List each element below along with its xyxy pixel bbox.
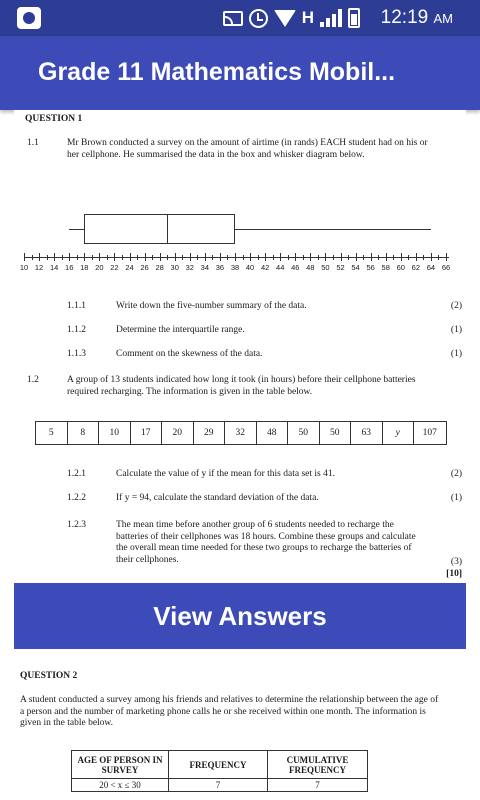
- axis-tick-label: 64: [426, 263, 436, 272]
- axis-tick-label: 66: [441, 263, 451, 272]
- q1-2-2-text: If y = 94, calculate the standard deviation of the data.: [116, 493, 319, 503]
- alarm-icon: [249, 9, 268, 28]
- axis-tick-label: 58: [381, 263, 390, 272]
- axis-tick: [220, 253, 221, 261]
- app-notification-icon: [17, 7, 41, 29]
- axis-tick-label: 32: [185, 263, 194, 272]
- axis-tick: [197, 255, 198, 260]
- axis-tick: [258, 255, 259, 260]
- data-cell: y: [383, 422, 415, 444]
- table-cell: 7: [268, 779, 368, 792]
- axis-tick-label: 34: [200, 263, 210, 272]
- data-cell: 63: [351, 422, 383, 444]
- axis-tick-label: 62: [411, 263, 421, 272]
- axis-tick: [348, 255, 349, 260]
- axis-tick-label: 24: [125, 263, 134, 272]
- question-2-paper: [14, 658, 466, 800]
- axis-tick: [273, 255, 274, 260]
- axis-tick: [318, 255, 319, 260]
- axis-tick: [182, 255, 183, 260]
- axis-tick: [325, 253, 326, 261]
- axis-tick: [446, 253, 447, 261]
- axis-tick-label: 26: [140, 263, 149, 272]
- view-answers-label: View Answers: [153, 600, 327, 631]
- q1-1-1-text: Write down the five-number summary of the data.: [116, 301, 307, 311]
- axis-tick: [77, 255, 78, 260]
- q1-2-3-text: The mean time before another group of 6 students needed to recharge the batteries of their cellphones was 18 hours. Combine these groups and calculate the overall mean time needed for these two groups to recharge the batteries of their cellphones.: [116, 520, 416, 565]
- data-cell: 8: [68, 422, 100, 444]
- data-cell: 10: [99, 422, 131, 444]
- axis-tick: [356, 253, 357, 261]
- axis-tick-label: 60: [396, 263, 405, 272]
- axis-tick-label: 30: [170, 263, 179, 272]
- axis-tick: [438, 255, 439, 260]
- axis-tick: [280, 253, 281, 261]
- status-icons: [223, 6, 360, 30]
- axis-tick: [175, 253, 176, 261]
- axis-tick: [333, 255, 334, 260]
- question-1-total-mark: [10]: [446, 569, 462, 579]
- axis-tick: [167, 255, 168, 260]
- table-cell: 7: [169, 779, 268, 792]
- table-row: [72, 779, 368, 792]
- axis-tick: [371, 253, 372, 261]
- axis-tick: [416, 253, 417, 261]
- axis-tick: [401, 253, 402, 261]
- q1-1-3-number: 1.1.3: [67, 349, 86, 359]
- axis-tick: [107, 255, 108, 260]
- data-cell: 50: [320, 422, 352, 444]
- question-2-text: A student conducted a survey among his friends and relatives to determine the relationship between the age of a person and the number of marketing phone calls he or she received within one month. The information is given in the table below.: [20, 695, 439, 728]
- axis-tick-label: 56: [366, 263, 375, 272]
- axis-tick-label: 10: [19, 263, 29, 272]
- axis-tick-label: 44: [276, 263, 285, 272]
- axis-tick-label: 18: [80, 263, 89, 272]
- clock: [381, 7, 453, 29]
- axis-tick: [47, 255, 48, 260]
- cast-icon: [223, 11, 243, 26]
- q1-1-1-number: 1.1.1: [67, 301, 86, 311]
- q1-2-2-number: 1.2.2: [67, 493, 86, 503]
- axis-tick-label: 22: [110, 263, 119, 272]
- table-header: CUMULATIVE FREQUENCY: [268, 751, 368, 779]
- axis-tick: [152, 255, 153, 260]
- q1-2-3-mark: (3): [450, 557, 462, 567]
- axis-tick: [423, 255, 424, 260]
- battery-icon: [348, 8, 360, 28]
- axis-tick: [130, 253, 131, 261]
- axis-tick: [431, 253, 432, 261]
- axis-tick: [62, 255, 63, 260]
- data-cell: 50: [288, 422, 320, 444]
- axis-tick-label: 46: [291, 263, 300, 272]
- table-header: FREQUENCY: [169, 751, 268, 779]
- data-cell: 48: [257, 422, 289, 444]
- q1-1-2-number: 1.1.2: [67, 325, 86, 335]
- data-cell: 29: [194, 422, 226, 444]
- axis-tick: [212, 255, 213, 260]
- axis-tick: [363, 255, 364, 260]
- question-1-paper: [14, 110, 466, 583]
- axis-tick: [295, 253, 296, 261]
- q1-2-1-text: Calculate the value of y if the mean for this data set is 41.: [116, 469, 335, 479]
- q1-2-text: A group of 13 students indicated how long it took (in hours) before their cellphone batteries required recharging. The information is given in the table below.: [67, 375, 416, 397]
- axis-tick: [145, 253, 146, 261]
- axis-tick-label: 12: [34, 263, 44, 272]
- axis-tick-label: 16: [65, 263, 74, 272]
- wifi-icon: [274, 10, 296, 27]
- q1-2-number: 1.2: [27, 375, 39, 385]
- axis-tick-label: 38: [230, 263, 240, 272]
- q1-2-1-number: 1.2.1: [67, 469, 86, 479]
- axis-tick-label: 36: [215, 263, 225, 272]
- whisker-box: [84, 214, 235, 244]
- q1-1-text: Mr Brown conducted a survey on the amount of airtime (in rands) EACH student had on his or her cellphone. He summarised the data in the box and whisker diagram below.: [67, 138, 428, 160]
- network-type: H: [301, 8, 314, 27]
- axis-tick: [160, 253, 161, 261]
- clock-time: 12:19: [380, 7, 429, 28]
- axis-tick: [24, 253, 25, 261]
- axis-tick: [265, 253, 266, 261]
- axis-tick: [250, 253, 251, 261]
- axis-tick: [99, 253, 100, 261]
- axis-tick: [84, 253, 85, 261]
- view-answers-button[interactable]: [14, 583, 466, 649]
- axis-tick: [69, 253, 70, 261]
- app-bar: [0, 36, 480, 110]
- axis-tick: [386, 253, 387, 261]
- axis-tick-label: 14: [49, 263, 59, 272]
- table-cell: 20 < x ≤ 30: [72, 779, 169, 792]
- axis-tick: [54, 253, 55, 261]
- status-bar: [0, 0, 480, 36]
- question-2-heading: QUESTION 2: [20, 671, 78, 681]
- axis-tick: [92, 255, 93, 260]
- axis-tick-label: 52: [336, 263, 345, 272]
- q1-1-2-text: Determine the interquartile range.: [116, 325, 245, 335]
- axis-tick: [310, 253, 311, 261]
- axis-tick: [235, 253, 236, 261]
- q1-1-3-text: Comment on the skewness of the data.: [116, 349, 263, 359]
- data-cell: 5: [36, 422, 68, 444]
- left-whisker: [69, 229, 84, 230]
- axis-tick: [393, 255, 394, 260]
- axis-tick-label: 40: [245, 263, 255, 272]
- table-header: AGE OF PERSON IN SURVEY: [72, 751, 169, 779]
- axis-tick-label: 50: [321, 263, 330, 272]
- axis-tick: [378, 255, 379, 260]
- axis-tick-label: 20: [95, 263, 104, 272]
- battery-data-table: [35, 421, 447, 445]
- axis-tick: [243, 255, 244, 260]
- axis-tick-label: 54: [351, 263, 360, 272]
- axis-tick: [137, 255, 138, 260]
- axis-tick: [190, 253, 191, 261]
- axis-tick: [303, 255, 304, 260]
- axis-tick: [205, 253, 206, 261]
- q1-2-1-mark: (2): [450, 469, 462, 479]
- question-1-heading: QUESTION 1: [25, 114, 83, 124]
- clock-ampm: AM: [433, 11, 453, 26]
- q1-1-3-mark: (1): [450, 349, 462, 359]
- q1-1-1-mark: (2): [450, 301, 462, 311]
- data-cell: 20: [162, 422, 194, 444]
- axis-tick: [227, 255, 228, 260]
- axis-tick: [32, 255, 33, 260]
- axis-tick: [408, 255, 409, 260]
- axis-tick: [341, 253, 342, 261]
- app-title: Grade 11 Mathematics Mobil...: [38, 58, 396, 86]
- age-frequency-table: [71, 750, 368, 792]
- data-cell: 32: [225, 422, 257, 444]
- axis-tick: [39, 253, 40, 261]
- axis-tick: [114, 253, 115, 261]
- right-whisker: [235, 229, 431, 230]
- data-cell: 107: [422, 428, 437, 438]
- q1-1-2-mark: (1): [450, 325, 462, 335]
- q1-2-2-mark: (1): [450, 493, 462, 503]
- data-cell: 17: [131, 422, 163, 444]
- axis-tick: [288, 255, 289, 260]
- q1-2-3-number: 1.2.3: [67, 520, 86, 530]
- axis-tick-label: 42: [260, 263, 270, 272]
- signal-icon: [320, 9, 342, 27]
- q1-1-number: 1.1: [27, 138, 39, 148]
- axis-tick: [122, 255, 123, 260]
- median-line: [167, 214, 168, 244]
- content-area[interactable]: [0, 110, 480, 800]
- axis-tick-label: 48: [306, 263, 315, 272]
- axis-tick-label: 28: [155, 263, 164, 272]
